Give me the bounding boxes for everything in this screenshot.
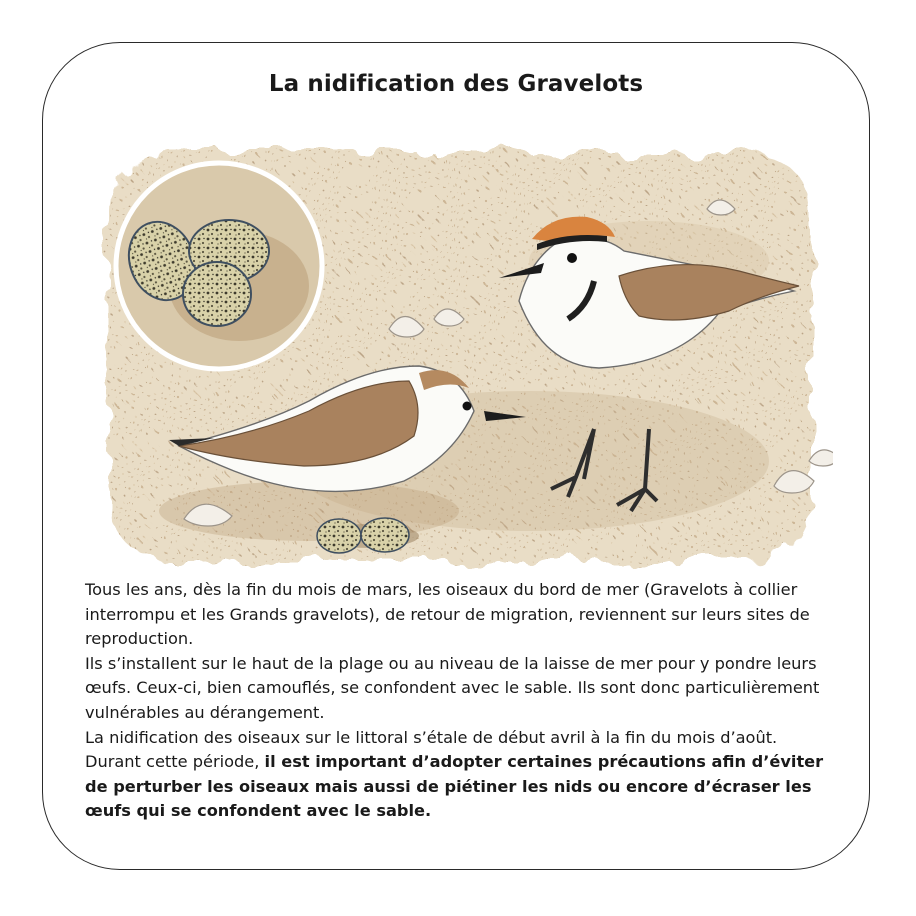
paragraph-4-intro: Durant cette période, xyxy=(85,752,265,772)
paragraph-4-emphasis: il est important d’adopter certaines précautions afin d’éviter de perturber les oiseaux mais aussi de piétiner les nids ou encore d’écraser les œufs qui se confondent avec le sable. xyxy=(85,752,824,821)
paragraph-4 xyxy=(85,750,845,824)
paragraph-3: La nidification des oiseaux sur le littoral s’étale de début avril à la fin du mois d’août. xyxy=(85,727,778,747)
plover-nesting-illustration xyxy=(89,111,833,581)
eggs-inset xyxy=(116,163,322,369)
paragraph-1: Tous les ans, dès la fin du mois de mars, les oiseaux du bord de mer (Gravelots à collier interrompu et les Grands gravelots), de retour de migration, reviennent sur leurs sites de reproduction. xyxy=(85,580,810,649)
paragraph-2: Ils s’installent sur le haut de la plage ou au niveau de la laisse de mer pour y pondre leurs œufs. Ceux-ci, bien camouflés, se confondent avec le sable. Ils sont donc particulièrement vulnérables au dérangement. xyxy=(85,653,820,722)
body-text xyxy=(85,578,845,824)
info-panel xyxy=(42,42,870,870)
panel-title: La nidification des Gravelots xyxy=(268,71,644,97)
